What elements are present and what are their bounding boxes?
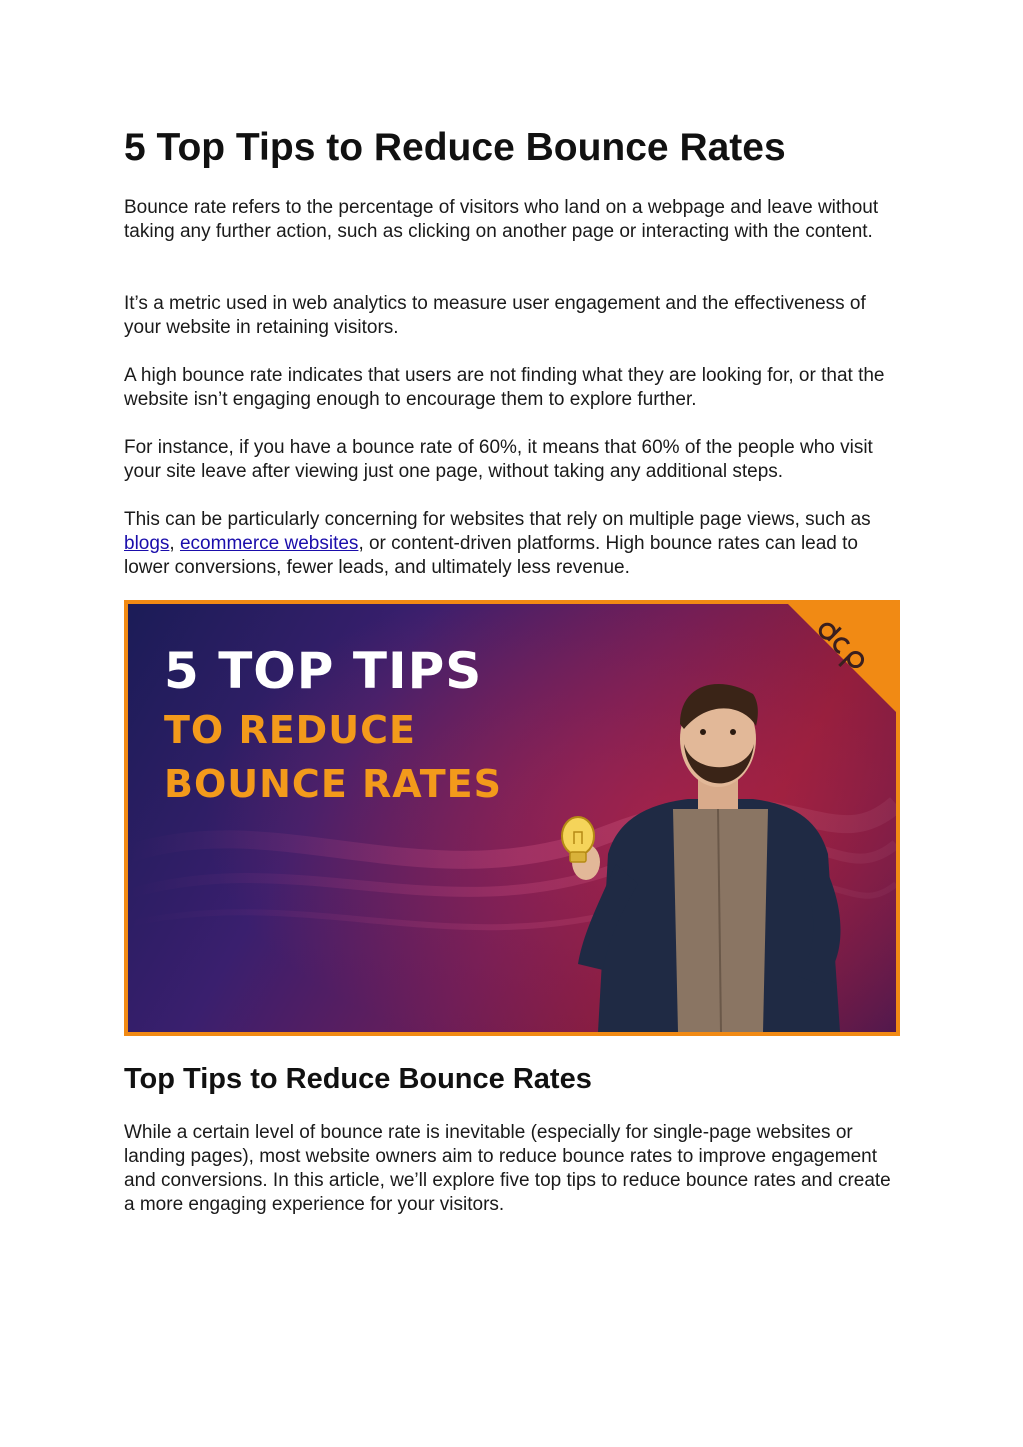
ecommerce-websites-link[interactable]: ecommerce websites: [179, 533, 359, 554]
link-separator: ,: [169, 533, 180, 554]
hero-banner-image: [124, 600, 900, 1036]
intro-paragraph: Bounce rate refers to the percentage of visitors who land on a webpage and leave without taking any further action, such as clicking on another page or interacting with the content.: [124, 197, 879, 242]
example-paragraph: For instance, if you have a bounce rate of 60%, it means that 60% of the people who visit your site leave after viewing just one page, without taking any additional steps.: [124, 437, 873, 482]
hero-headline-line1: 5 TOP TIPS: [164, 642, 483, 700]
blogs-link[interactable]: blogs: [124, 533, 170, 554]
concern-text-start: This can be particularly concerning for websites that rely on multiple page views, such as: [124, 509, 871, 530]
concern-paragraph: [124, 508, 904, 580]
high-bounce-paragraph: A high bounce rate indicates that users are not finding what they are looking for, or that the website isn’t engaging enough to encourage them to explore further.: [124, 365, 885, 410]
metric-paragraph: It’s a metric used in web analytics to measure user engagement and the effectiveness of your website in retaining visitors.: [124, 293, 866, 338]
section-heading: Top Tips to Reduce Bounce Rates: [124, 1063, 592, 1095]
hero-headline-line3: BOUNCE RATES: [164, 762, 502, 806]
concern-text-end: , or content-driven platforms. High bounce rates can lead to lower conversions, fewer leads, and ultimately less revenue.: [124, 533, 858, 578]
page-title: 5 Top Tips to Reduce Bounce Rates: [124, 126, 786, 169]
hero-headline-line2: TO REDUCE: [164, 708, 416, 752]
closing-paragraph: While a certain level of bounce rate is inevitable (especially for single-page websites or landing pages), most website owners aim to reduce bounce rates to improve engagement and conversions. In this article, we’ll explore five top tips to reduce bounce rates and create a more engaging experience for your visitors.: [124, 1122, 891, 1215]
